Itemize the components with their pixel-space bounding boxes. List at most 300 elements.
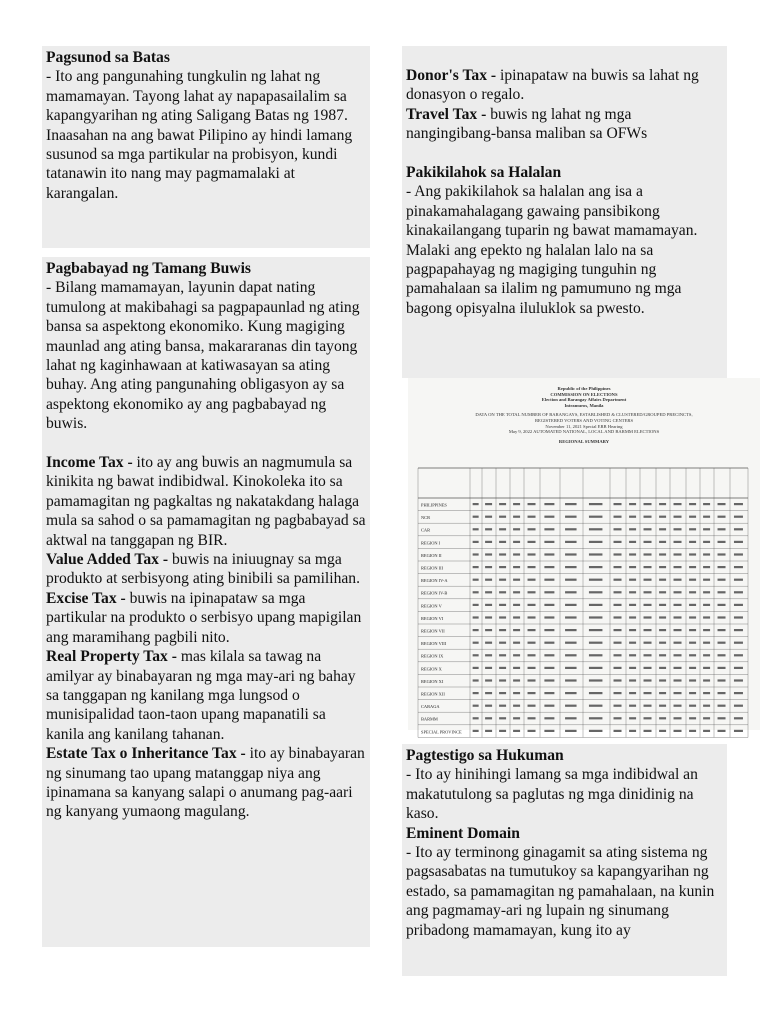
- scan-cell-value: [565, 667, 577, 669]
- scan-header-line: REGISTERED VOTERS AND VOTING CENTERS: [534, 418, 634, 423]
- scan-cell-value: [718, 516, 726, 518]
- scan-cell-value: [544, 654, 554, 656]
- scan-cell-value: [689, 579, 696, 581]
- scan-cell-value: [659, 629, 666, 631]
- scan-cell-value: [644, 503, 652, 505]
- scan-cell-value: [614, 705, 622, 707]
- scan-cell-value: [544, 566, 554, 568]
- scan-cell-value: [629, 553, 636, 555]
- scan-cell-value: [689, 516, 696, 518]
- scan-cell-value: [689, 616, 696, 618]
- scan-cell-value: [629, 579, 636, 581]
- tax-term: Income Tax -: [46, 454, 137, 472]
- scan-cell-value: [499, 566, 506, 568]
- scan-cell-value: [659, 717, 666, 719]
- scan-cell-value: [703, 667, 710, 669]
- scan-cell-value: [629, 591, 636, 593]
- scan-cell-value: [485, 667, 492, 669]
- scan-cell-value: [659, 566, 666, 568]
- scan-cell-value: [544, 667, 554, 669]
- scan-cell-value: [485, 528, 492, 530]
- scan-grid-lines: [418, 468, 748, 737]
- scan-header-line: COMMISSION ON ELECTIONS: [550, 391, 618, 397]
- scan-cell-value: [629, 528, 636, 530]
- scan-cell-value: [544, 679, 554, 681]
- scan-header-line: DATA ON THE TOTAL NUMBER OF BARANGAYS, ESTABLISHED & CLUSTERED/GROUPED PRECINCTS,: [475, 412, 693, 418]
- scan-cell-value: [644, 579, 652, 581]
- scan-cell-value: [734, 667, 743, 669]
- scan-cell-value: [589, 629, 603, 631]
- section-hukuman-eminent-domain: [402, 744, 727, 976]
- scan-cell-value: [703, 516, 710, 518]
- scan-cell-value: [718, 679, 726, 681]
- scan-cell-value: [659, 591, 666, 593]
- scan-cell-value: [674, 503, 682, 505]
- scan-cell-value: [528, 604, 536, 606]
- scan-cell-value: [659, 642, 666, 644]
- scan-cell-value: [659, 541, 666, 543]
- scan-cell-value: [689, 705, 696, 707]
- scan-cell-value: [589, 591, 603, 593]
- scan-cell-value: [674, 528, 682, 530]
- scan-cell-value: [614, 591, 622, 593]
- scan-cell-value: [734, 692, 743, 694]
- scan-cell-value: [473, 528, 479, 530]
- scan-cell-value: [718, 591, 726, 593]
- scan-cell-value: [734, 579, 743, 581]
- tax-term: Value Added Tax -: [46, 551, 172, 569]
- scan-cell-value: [674, 667, 682, 669]
- tax-item-estate: [46, 744, 366, 822]
- section-heading: Pagbabayad ng Tamang Buwis: [46, 260, 251, 277]
- scan-cell-value: [544, 541, 554, 543]
- scan-cell-value: [734, 654, 743, 656]
- scan-cell-value: [485, 541, 492, 543]
- scan-cell-value: [513, 591, 520, 593]
- scan-cell-value: [499, 616, 506, 618]
- scan-cell-value: [565, 591, 577, 593]
- scan-cell-value: [513, 717, 520, 719]
- scan-cell-value: [528, 528, 536, 530]
- scan-cell-value: [614, 516, 622, 518]
- scan-row-label: REGION IV-A: [421, 578, 448, 584]
- scan-cell-value: [473, 654, 479, 656]
- scan-cell-value: [565, 516, 577, 518]
- scan-cell-value: [565, 528, 577, 530]
- scan-cell-value: [589, 654, 603, 656]
- scan-cell-value: [499, 667, 506, 669]
- scan-cell-value: [674, 604, 682, 606]
- scan-cell-value: [614, 730, 622, 732]
- scan-cell-value: [513, 730, 520, 732]
- tax-term: Estate Tax o Inheritance Tax -: [46, 745, 250, 763]
- scan-cell-value: [614, 616, 622, 618]
- scan-cell-value: [544, 730, 554, 732]
- scan-cell-value: [718, 717, 726, 719]
- scan-cell-value: [629, 642, 636, 644]
- scan-cell-value: [473, 591, 479, 593]
- scan-cell-value: [513, 705, 520, 707]
- tax-desc: ipinapataw na buwis sa lahat ng donasyon o regalo.: [406, 67, 699, 104]
- scan-cell-value: [644, 553, 652, 555]
- scan-cell-value: [485, 654, 492, 656]
- scan-cell-value: [513, 692, 520, 694]
- tax-item-excise: [46, 589, 366, 647]
- scan-cell-value: [589, 692, 603, 694]
- scan-cell-value: [589, 528, 603, 530]
- scan-cell-value: [485, 717, 492, 719]
- section-body-continued: pribadong mamamayan, kung ito ay: [406, 921, 631, 939]
- scan-cell-value: [674, 566, 682, 568]
- scan-cell-value: [689, 566, 696, 568]
- scan-cell-value: [703, 566, 710, 568]
- scan-cell-value: [513, 566, 520, 568]
- scan-cell-value: [718, 553, 726, 555]
- scan-cell-value: [629, 667, 636, 669]
- scan-cell-value: [674, 516, 682, 518]
- scan-cell-value: [589, 679, 603, 681]
- scan-cell-value: [718, 503, 726, 505]
- scan-cell-value: [644, 629, 652, 631]
- scan-cell-value: [528, 629, 536, 631]
- scan-cell-value: [614, 692, 622, 694]
- section-body: - Ito ay hinihingi lamang sa mga indibidwal an makatutulong sa paglutas ng mga dinidinig na kaso.: [406, 766, 698, 823]
- section-heading: Pakikilahok sa Halalan: [406, 164, 562, 182]
- scan-cell-value: [659, 667, 666, 669]
- scan-row-label: CAR: [421, 527, 431, 533]
- scan-cell-value: [473, 679, 479, 681]
- scan-cell-value: [473, 616, 479, 618]
- scan-cell-value: [485, 553, 492, 555]
- scan-cell-value: [614, 717, 622, 719]
- scan-cell-value: [499, 553, 506, 555]
- scan-cell-value: [499, 717, 506, 719]
- scan-cell-value: [614, 604, 622, 606]
- scan-cell-value: [674, 705, 682, 707]
- scan-cell-value: [718, 616, 726, 618]
- scan-cell-value: [674, 654, 682, 656]
- scan-cell-value: [718, 579, 726, 581]
- scan-cell-value: [544, 591, 554, 593]
- scan-cell-value: [703, 503, 710, 505]
- scan-cell-value: [659, 503, 666, 505]
- section-body: - Bilang mamamayan, layunin dapat nating tumulong at makibahagi sa pagpapaunlad ng ating bansa sa aspektong ekonomiko. Kung magiging maunlad ang ating bansa, makararanas din tayong lahat ng kaginhawaan at katiwasayan sa ating buhay. Ang ating pangunahing obligasyon ay sa aspektong ekonomiko ay ang pagbabayad ng buwis.: [46, 279, 360, 433]
- scan-cell-value: [703, 541, 710, 543]
- section-body: - Ang pakikilahok sa halalan ang isa a pinakamahalagang gawaing pansibikong kinakailangang tuparin ng bawat mamamayan. Malaki ang epekto ng halalan lalo na sa pagpapahayag ng magiging tunguhin ng pamahalaan sa ilalim ng pamumuno ng mga bagong opisyalna iluluklok sa pwesto.: [406, 183, 698, 317]
- scan-cell-value: [513, 654, 520, 656]
- scan-cell-value: [734, 516, 743, 518]
- scan-cell-value: [485, 692, 492, 694]
- scan-cell-value: [528, 503, 536, 505]
- scan-cell-value: [499, 528, 506, 530]
- scan-cell-value: [485, 503, 492, 505]
- scan-row-label: REGION XII: [421, 691, 445, 697]
- scan-cell-value: [629, 616, 636, 618]
- scan-cell-value: [734, 566, 743, 568]
- scan-cell-value: [644, 705, 652, 707]
- scan-cell-value: [674, 591, 682, 593]
- scan-cell-value: [703, 654, 710, 656]
- section-pagsunod-sa-batas: [42, 46, 370, 248]
- scan-cell-value: [718, 730, 726, 732]
- scan-cell-value: [703, 604, 710, 606]
- scan-cell-value: [499, 705, 506, 707]
- scan-cell-value: [528, 553, 536, 555]
- section-body: - Ito ay terminong ginagamit sa ating sistema ng pagsasabatas na tumutukoy sa kapangyarihan ng estado, sa pamamagitan ng pamahalaan, na kunin ang pagmamay-ari ng lupain ng sinumang: [406, 844, 715, 920]
- scan-cell-value: [544, 604, 554, 606]
- scan-cell-value: [589, 503, 603, 505]
- scan-cell-value: [528, 679, 536, 681]
- tax-item-donor: [406, 66, 724, 105]
- scan-cell-value: [513, 579, 520, 581]
- scan-cell-value: [589, 541, 603, 543]
- scan-cell-value: [734, 541, 743, 543]
- scan-cell-value: [629, 654, 636, 656]
- scan-cell-value: [674, 629, 682, 631]
- scan-header-line: Intramuros, Manila: [564, 402, 604, 408]
- scan-row-label: CARAGA: [421, 704, 440, 710]
- tax-item-real-property: [46, 647, 366, 744]
- scan-cell-value: [734, 528, 743, 530]
- scan-cell-value: [703, 642, 710, 644]
- scan-cell-value: [499, 730, 506, 732]
- scan-cell-value: [689, 629, 696, 631]
- scan-cell-value: [689, 692, 696, 694]
- scan-cell-value: [614, 642, 622, 644]
- scan-cell-value: [565, 566, 577, 568]
- scan-cell-value: [614, 579, 622, 581]
- scan-cell-value: [659, 528, 666, 530]
- scan-cell-value: [565, 503, 577, 505]
- scan-cell-value: [689, 553, 696, 555]
- section-body: - Ito ang pangunahing tungkulin ng lahat ng mamamayan. Tayong lahat ay napapasailalim sa kapangyarihan ng ating Saligang Batas ng 1987. Inaasahan na ang bawat Pilipino ay hindi lamang susunod sa mga partikular na probisyon, kundi tatanawin ito nang may pagmamalaki at karangalan.: [46, 68, 353, 202]
- scan-cell-value: [513, 553, 520, 555]
- scan-cell-value: [473, 516, 479, 518]
- scan-cell-value: [718, 642, 726, 644]
- scan-cell-value: [659, 705, 666, 707]
- scan-cell-value: [544, 705, 554, 707]
- section-pagbabayad-ng-buwis: [42, 257, 370, 947]
- scan-cell-value: [644, 692, 652, 694]
- scan-cell-value: [528, 541, 536, 543]
- scan-row-label: REGION I: [421, 540, 441, 546]
- scan-cell-value: [614, 528, 622, 530]
- scan-cell-value: [513, 629, 520, 631]
- scan-cell-value: [614, 679, 622, 681]
- scan-cell-value: [629, 692, 636, 694]
- scan-cell-value: [565, 541, 577, 543]
- scan-cell-value: [565, 616, 577, 618]
- scan-row-label: REGION V: [421, 603, 442, 609]
- scan-cell-value: [485, 679, 492, 681]
- tax-term: Excise Tax -: [46, 589, 130, 607]
- scan-cell-value: [734, 616, 743, 618]
- scan-cell-value: [718, 692, 726, 694]
- scan-cell-value: [659, 730, 666, 732]
- scan-cell-value: [644, 591, 652, 593]
- scan-cell-value: [659, 553, 666, 555]
- scan-cell-value: [718, 528, 726, 530]
- tax-item-income: [46, 453, 366, 550]
- scan-cell-value: [629, 541, 636, 543]
- tax-desc: buwis ng lahat ng mga nangingibang-bansa maliban sa OFWs: [406, 105, 648, 143]
- scan-cell-value: [689, 667, 696, 669]
- scan-row-label: REGION XI: [421, 678, 444, 684]
- tax-desc: buwis na iniuugnay sa mga produkto at serbisyong ating binibili sa pamilihan.: [46, 551, 360, 588]
- scan-cell-value: [589, 730, 603, 732]
- scan-cell-value: [703, 730, 710, 732]
- scan-cell-value: [659, 679, 666, 681]
- section-heading: Pagsunod sa Batas: [46, 49, 170, 66]
- scan-cell-value: [565, 692, 577, 694]
- scanned-election-table-image: [408, 378, 760, 735]
- scan-cell-value: [528, 579, 536, 581]
- scan-cell-value: [473, 705, 479, 707]
- scan-cell-value: [473, 566, 479, 568]
- scan-cell-value: [718, 629, 726, 631]
- scan-header-line: Republic of the Philippines: [557, 386, 611, 391]
- scan-row-label: REGION III: [421, 565, 444, 571]
- scan-cell-value: [485, 616, 492, 618]
- scan-cell-value: [718, 654, 726, 656]
- scan-cell-value: [629, 679, 636, 681]
- scan-cell-value: [703, 528, 710, 530]
- scan-cell-value: [473, 541, 479, 543]
- scan-cell-value: [544, 717, 554, 719]
- scan-cell-value: [734, 553, 743, 555]
- scan-cell-value: [644, 566, 652, 568]
- scan-cell-value: [629, 503, 636, 505]
- scan-cell-value: [689, 730, 696, 732]
- scan-cell-value: [499, 579, 506, 581]
- scan-cell-value: [614, 503, 622, 505]
- scan-cell-value: [499, 503, 506, 505]
- scan-header-line: May 9, 2022 AUTOMATED NATIONAL, LOCAL AND BARMM ELECTIONS: [508, 429, 660, 435]
- scan-cell-value: [674, 692, 682, 694]
- scan-cell-value: [644, 642, 652, 644]
- scan-cell-value: [689, 528, 696, 530]
- scan-cell-value: [565, 679, 577, 681]
- scan-cell-value: [589, 566, 603, 568]
- scan-cell-value: [734, 717, 743, 719]
- scan-cell-value: [689, 642, 696, 644]
- scan-cell-value: [734, 642, 743, 644]
- scan-cell-value: [674, 541, 682, 543]
- scan-cell-value: [513, 604, 520, 606]
- scan-cell-value: [565, 579, 577, 581]
- scan-cell-value: [544, 616, 554, 618]
- scan-cell-value: [614, 667, 622, 669]
- scan-cell-value: [659, 516, 666, 518]
- scan-row-label: REGION VIII: [421, 641, 447, 647]
- scan-row-label: REGION II: [421, 552, 442, 558]
- scan-cell-value: [473, 730, 479, 732]
- scan-cell-value: [485, 642, 492, 644]
- section-heading: Eminent Domain: [406, 824, 520, 842]
- tax-term: Donor's Tax -: [406, 67, 501, 84]
- scan-cell-value: [485, 579, 492, 581]
- scan-cell-value: [589, 516, 603, 518]
- scan-cell-value: [674, 579, 682, 581]
- scan-cell-value: [513, 516, 520, 518]
- scan-cell-value: [528, 705, 536, 707]
- scan-row-label: REGION IX: [421, 653, 444, 659]
- tax-desc: ito ay binabayaran ng sinumang tao upang matanggap niya ang ipinamana sa kanyang salapi o anumang pag-aari ng kanyang yumaong magulang.: [46, 745, 365, 821]
- scan-cell-value: [644, 679, 652, 681]
- scan-cell-value: [659, 654, 666, 656]
- scan-header-line: Election and Barangay Affairs Department: [541, 397, 627, 403]
- scan-cell-value: [703, 705, 710, 707]
- scan-cell-value: [703, 591, 710, 593]
- scan-cell-value: [485, 629, 492, 631]
- scan-cell-value: [734, 503, 743, 505]
- scan-cell-value: [485, 516, 492, 518]
- scan-cell-value: [674, 642, 682, 644]
- scan-row-label: NCR: [421, 515, 431, 521]
- scan-cell-value: [565, 629, 577, 631]
- scan-cell-value: [544, 642, 554, 644]
- scan-cell-value: [629, 705, 636, 707]
- scan-cell-value: [544, 579, 554, 581]
- scan-cell-value: [644, 541, 652, 543]
- scan-header-line: November 11, 2021 Special ERB Hearing: [545, 423, 623, 429]
- scan-cell-value: [499, 654, 506, 656]
- scan-cell-value: [644, 654, 652, 656]
- scan-cell-value: [689, 717, 696, 719]
- scan-cell-value: [614, 566, 622, 568]
- scan-cell-value: [644, 604, 652, 606]
- scan-cell-value: [499, 516, 506, 518]
- scan-row-label: REGION VII: [421, 628, 445, 634]
- tax-desc: buwis na ipinapataw sa mga partikular na produkto o serbisyo upang mapigilan ang maramihang pagbili nito.: [46, 589, 362, 646]
- scan-cell-value: [485, 604, 492, 606]
- scan-cell-value: [528, 616, 536, 618]
- scan-cell-value: [614, 553, 622, 555]
- scan-cell-value: [659, 692, 666, 694]
- scan-row-label: REGION IV-B: [421, 590, 448, 596]
- scan-cell-value: [589, 717, 603, 719]
- scan-cell-value: [589, 616, 603, 618]
- scan-cell-value: [473, 503, 479, 505]
- scan-cell-value: [544, 553, 554, 555]
- scan-cell-value: [513, 679, 520, 681]
- scan-cell-value: [499, 642, 506, 644]
- scan-cell-value: [629, 730, 636, 732]
- scan-cell-value: [485, 591, 492, 593]
- scan-cell-value: [689, 503, 696, 505]
- scan-cell-value: [614, 654, 622, 656]
- scan-cell-value: [589, 553, 603, 555]
- scan-cell-value: [734, 705, 743, 707]
- scan-row-label: BARMM: [421, 716, 438, 722]
- scan-cell-value: [718, 667, 726, 669]
- scan-row-label: REGION X: [421, 666, 442, 672]
- scan-cell-value: [703, 692, 710, 694]
- scan-cell-value: [528, 591, 536, 593]
- scan-cell-value: [674, 553, 682, 555]
- scan-cell-value: [718, 705, 726, 707]
- scan-cell-value: [565, 604, 577, 606]
- scan-cell-value: [473, 717, 479, 719]
- scan-cell-value: [614, 629, 622, 631]
- scan-cell-value: [473, 667, 479, 669]
- scan-cell-value: [689, 591, 696, 593]
- tax-desc: mas kilala sa tawag na amilyar ay binabayaran ng mga may-ari ng bahay sa tanggapan ng kanilang mga lungsod o munisipalidad taon-taon upang mapanatili sa kanila ang kanilang tahanan.: [46, 648, 356, 743]
- scan-cell-value: [499, 679, 506, 681]
- scan-cell-value: [629, 566, 636, 568]
- scan-cell-value: [565, 654, 577, 656]
- scan-cell-value: [718, 541, 726, 543]
